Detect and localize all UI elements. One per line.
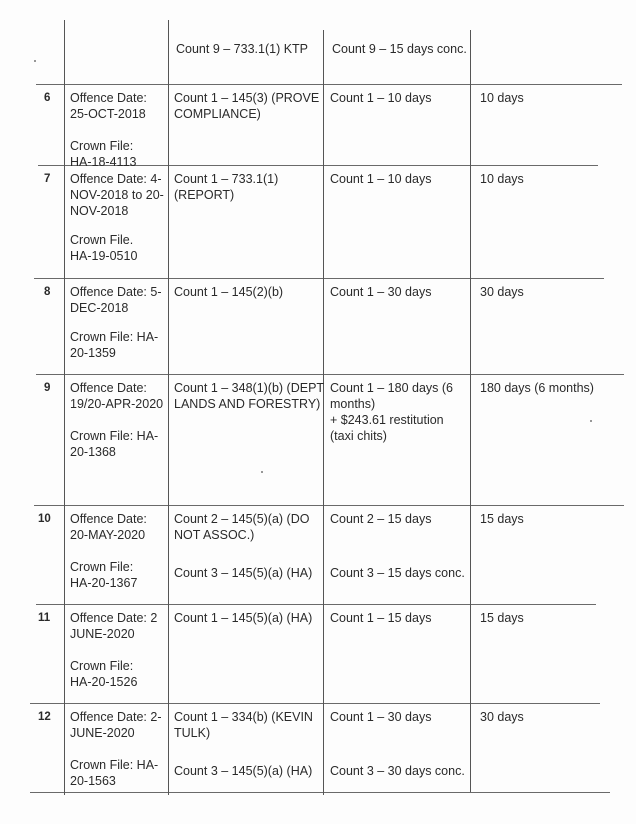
charge-count-line: Count 1 – 145(2)(b) <box>174 285 284 299</box>
row-number: 11 <box>38 612 51 624</box>
column-divider <box>168 20 169 795</box>
offence-date-line: Offence Date: <box>70 91 147 105</box>
total-sentence: 10 days <box>480 172 524 186</box>
offence-date <box>70 610 157 642</box>
sentence-count-line: + $243.61 restitution <box>330 413 444 427</box>
charge-count <box>174 610 312 626</box>
offence-date-line: Offence Date: <box>70 512 147 526</box>
scan-speck <box>34 60 36 62</box>
row-divider <box>34 505 624 506</box>
crown-file-line: 20-1359 <box>70 346 116 360</box>
offence-date-line: Offence Date: 5- <box>70 285 162 299</box>
column-divider <box>470 30 471 792</box>
offence-date-line: NOV-2018 <box>70 204 129 218</box>
charge-count-line: (REPORT) <box>174 188 235 202</box>
crown-file-line: 20-1368 <box>70 445 116 459</box>
sentence-count <box>330 565 465 581</box>
crown-file-line: HA-18-4113 <box>70 155 137 169</box>
charge-count <box>174 763 312 779</box>
crown-file <box>70 232 137 264</box>
sentence-count-line: Count 2 – 15 days <box>330 512 432 526</box>
sentence-count <box>330 171 431 187</box>
total-sentence: 15 days <box>480 611 524 625</box>
total-sentence: 15 days <box>480 512 524 526</box>
continuation-sentence: Count 9 – 15 days conc. <box>332 42 467 56</box>
crown-file-line: Crown File: HA- <box>70 429 159 443</box>
offence-date-line: Offence Date: 4- <box>70 172 162 186</box>
sentence-count-line: Count 1 – 10 days <box>330 172 432 186</box>
offence-date-line: 25-OCT-2018 <box>70 107 146 121</box>
sentence-count-line: Count 3 – 15 days conc. <box>330 566 465 580</box>
crown-file <box>70 559 137 591</box>
sentence-count-line: months) <box>330 397 376 411</box>
charge-count-line: Count 3 – 145(5)(a) (HA) <box>174 566 313 580</box>
offence-date-line: NOV-2018 to 20- <box>70 188 164 202</box>
offence-date-line: JUNE-2020 <box>70 627 135 641</box>
charge-count <box>174 511 309 543</box>
column-divider <box>64 20 65 795</box>
crown-file-line: Crown File: <box>70 560 134 574</box>
offence-date <box>70 709 162 741</box>
charge-count-line: NOT ASSOC.) <box>174 528 255 542</box>
crown-file-line: Crown File: <box>70 139 134 153</box>
sentence-count <box>330 610 431 626</box>
row-divider <box>36 604 596 605</box>
row-divider <box>30 703 600 704</box>
offence-date <box>70 90 147 122</box>
crown-file <box>70 757 158 789</box>
charge-count-line: COMPLIANCE) <box>174 107 261 121</box>
sentence-count-line: Count 3 – 30 days conc. <box>330 764 465 778</box>
total-sentence: 10 days <box>480 91 524 105</box>
charge-count-line: Count 3 – 145(5)(a) (HA) <box>174 764 313 778</box>
total-sentence: 30 days <box>480 285 524 299</box>
charge-count-line: LANDS AND FORESTRY) <box>174 397 321 411</box>
scan-speck <box>261 471 263 473</box>
total-sentence: 30 days <box>480 710 524 724</box>
sentence-count <box>330 763 465 779</box>
sentence-count-line: Count 1 – 180 days (6 <box>330 381 453 395</box>
crown-file <box>70 329 158 361</box>
total-sentence: 180 days (6 months) <box>480 381 594 395</box>
charge-count-line: TULK) <box>174 726 211 740</box>
crown-file-line: HA-20-1526 <box>70 675 138 689</box>
sentence-count <box>330 90 431 106</box>
offence-date-line: JUNE-2020 <box>70 726 135 740</box>
charge-count-line: Count 1 – 733.1(1) <box>174 172 279 186</box>
charge-count <box>174 709 313 741</box>
offence-date-line: DEC-2018 <box>70 301 129 315</box>
scan-speck <box>590 420 592 422</box>
row-number: 7 <box>44 173 51 185</box>
crown-file-line: Crown File: <box>70 659 134 673</box>
sentence-count <box>330 511 431 527</box>
charge-count <box>174 380 324 412</box>
row-divider <box>30 792 610 793</box>
charge-count-line: Count 1 – 334(b) (KEVIN <box>174 710 313 724</box>
row-number: 6 <box>44 92 51 104</box>
crown-file-line: 20-1563 <box>70 774 116 788</box>
sentence-count <box>330 380 453 444</box>
sentence-count <box>330 284 431 300</box>
sentence-count-line: Count 1 – 30 days <box>330 285 432 299</box>
offence-date-line: Offence Date: 2 <box>70 611 158 625</box>
offence-date-line: 20-MAY-2020 <box>70 528 146 542</box>
offence-date <box>70 511 147 543</box>
row-divider <box>36 374 624 375</box>
charge-count <box>174 284 283 300</box>
crown-file-line: HA-19-0510 <box>70 249 138 263</box>
sentence-count-line: Count 1 – 10 days <box>330 91 432 105</box>
sentence-count-line: Count 1 – 15 days <box>330 611 432 625</box>
crown-file <box>70 138 136 170</box>
row-divider <box>34 278 604 279</box>
offence-date-line: 19/20-APR-2020 <box>70 397 164 411</box>
charge-count-line: Count 2 – 145(5)(a) (DO <box>174 512 310 526</box>
offence-date-line: Offence Date: 2- <box>70 710 162 724</box>
sentence-count-line: (taxi chits) <box>330 429 387 443</box>
charge-count <box>174 90 319 122</box>
crown-file <box>70 428 158 460</box>
crown-file <box>70 658 137 690</box>
sentence-count-line: Count 1 – 30 days <box>330 710 432 724</box>
sentence-count <box>330 709 431 725</box>
crown-file-line: Crown File: HA- <box>70 758 159 772</box>
crown-file-line: HA-20-1367 <box>70 576 138 590</box>
offence-date <box>70 284 162 316</box>
crown-file-line: Crown File: HA- <box>70 330 159 344</box>
row-divider <box>36 84 622 85</box>
charge-count-line: Count 1 – 348(1)(b) (DEPT <box>174 381 325 395</box>
crown-file-line: Crown File. <box>70 233 134 247</box>
offence-date <box>70 380 163 412</box>
charge-count <box>174 171 278 203</box>
charge-count-line: Count 1 – 145(3) (PROVE <box>174 91 320 105</box>
row-number: 9 <box>44 382 51 394</box>
continuation-charge: Count 9 – 733.1(1) KTP <box>176 42 309 56</box>
offence-date-line: Offence Date: <box>70 381 147 395</box>
column-divider <box>323 30 324 795</box>
offence-date <box>70 171 164 219</box>
row-number: 8 <box>44 286 51 298</box>
row-number: 12 <box>38 711 51 723</box>
row-number: 10 <box>38 513 51 525</box>
charge-count <box>174 565 312 581</box>
charge-count-line: Count 1 – 145(5)(a) (HA) <box>174 611 313 625</box>
